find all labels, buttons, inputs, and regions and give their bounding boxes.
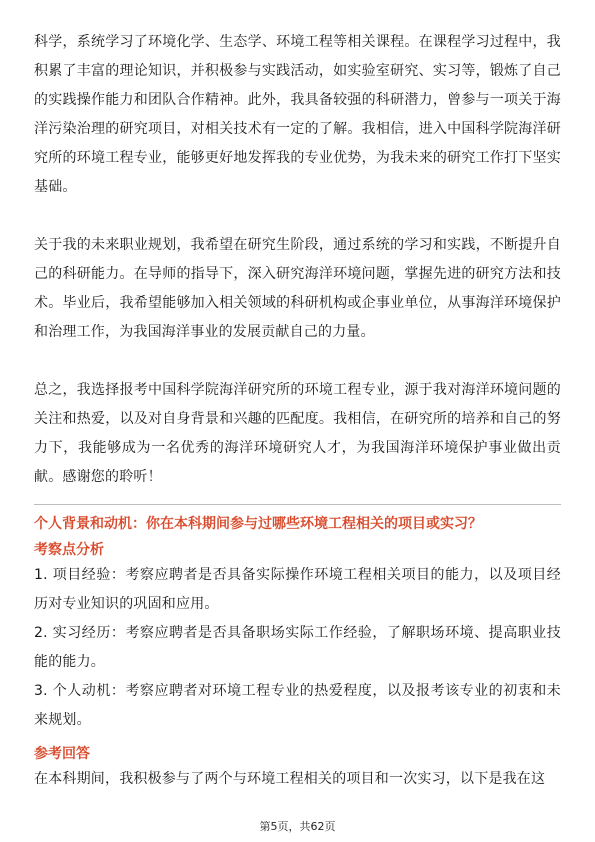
section-divider <box>34 504 561 505</box>
body-paragraph-1: 科学，系统学习了环境化学、生态学、环境工程等相关课程。在课程学习过程中，我积累了丰富的理论知识，并积极参与实践活动，如实验室研究、实习等，锻炼了自己的实践操作能力和团队合作精神。此外，我具备较强的科研潜力，曾参与一项关于海洋污染治理的研究项目，对相关技术有一定的了解。我相信，进入中国科学院海洋研究所的环境工程专业，能够更好地发挥我的专业优势，为我未来的研究工作打下坚实基础。 <box>34 34 561 195</box>
answer-text: 在本科期间，我积极参与了两个与环境工程相关的项目和一次实习，以下是我在这 <box>34 771 546 787</box>
analysis-item-3: 3. 个人动机：考察应聘者对环境工程专业的热爱程度，以及报考该专业的初衷和未来规划。 <box>34 683 561 728</box>
analysis-item-2: 2. 实习经历：考察应聘者是否具备职场实际工作经验，了解职场环境、提高职业技能的能力。 <box>34 625 561 670</box>
body-paragraph-2: 关于我的未来职业规划，我希望在研究生阶段，通过系统的学习和实践，不断提升自己的科研能力。在导师的指导下，深入研究海洋环境问题，掌握先进的研究方法和技术。毕业后，我希望能够加入相关领域的科研机构或企事业单位，从事海洋环境保护和治理工作，为我国海洋事业的发展贡献自己的力量。 <box>34 237 561 340</box>
analysis-list <box>34 561 561 735</box>
body-paragraph-3: 总之，我选择报考中国科学院海洋研究所的环境工程专业，源于我对海洋环境问题的关注和热爱，以及对自身背景和兴趣的匹配度。我相信，在研究所的培养和自己的努力下，我能够成为一名优秀的海洋环境研究人才，为我国海洋环境保护事业做出贡献。感谢您的聆听！ <box>34 382 561 485</box>
answer-heading: 参考回答 <box>34 746 90 762</box>
document-page <box>34 28 561 794</box>
analysis-heading: 考察点分析 <box>34 542 104 558</box>
question-title: 个人背景和动机：你在本科期间参与过哪些环境工程相关的项目或实习？ <box>34 516 482 532</box>
page-number: 第5页，共62页 <box>259 820 336 833</box>
analysis-item-1: 1. 项目经验：考察应聘者是否具备实际操作环境工程相关项目的能力，以及项目经历对专业知识的巩固和应用。 <box>34 567 561 612</box>
